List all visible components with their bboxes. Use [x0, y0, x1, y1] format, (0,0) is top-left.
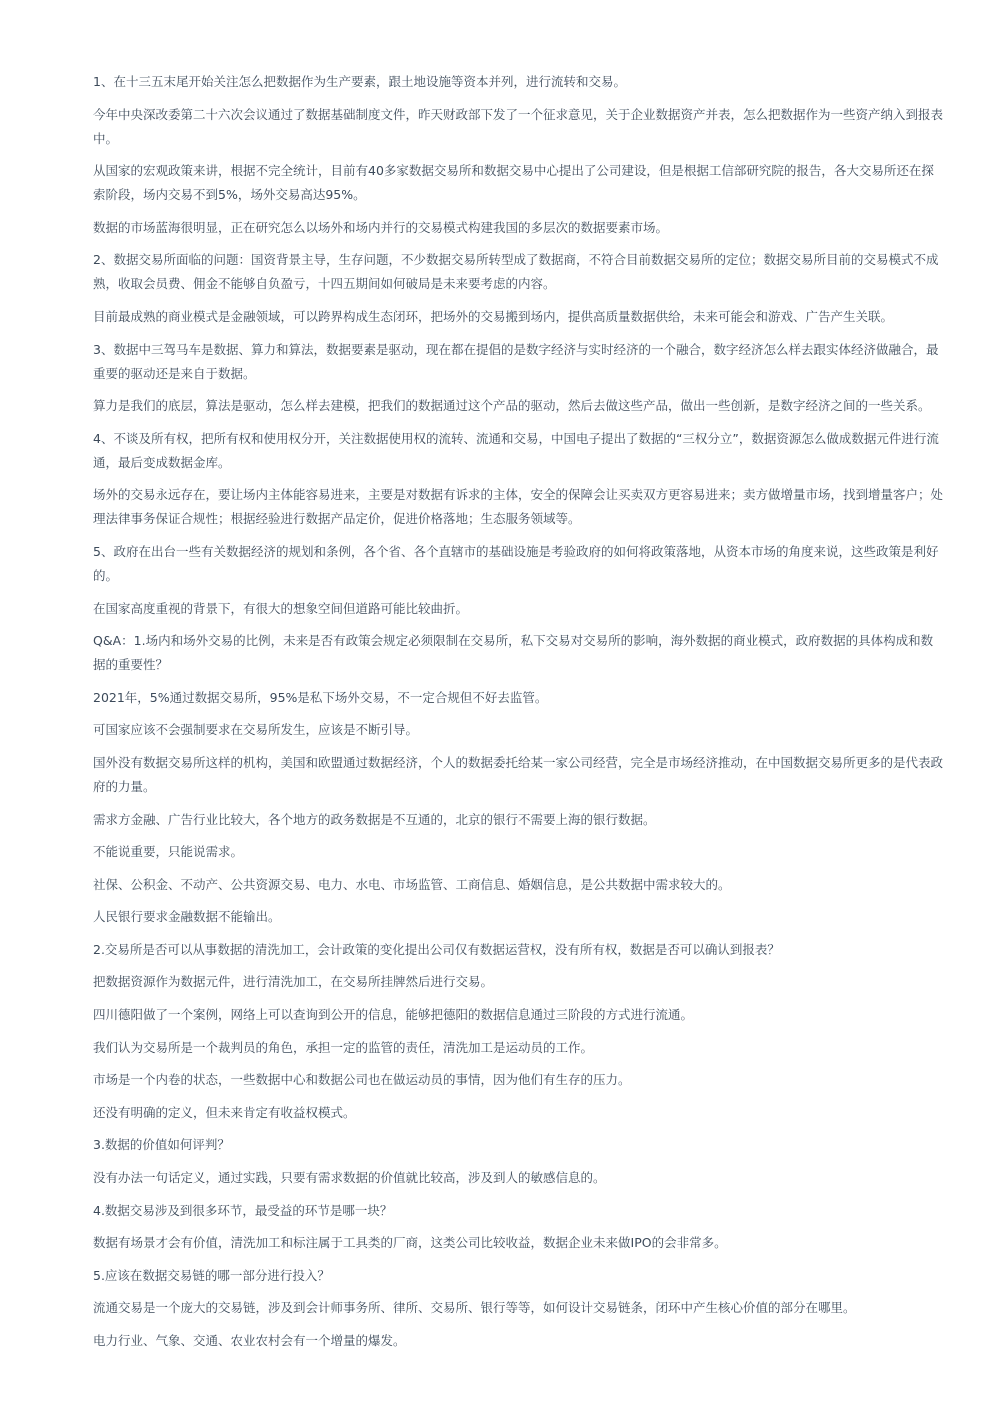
paragraph: 今年中央深改委第二十六次会议通过了数据基础制度文件，昨天财政部下发了一个征求意见，关于企业数据资产并表，怎么把数据作为一些资产纳入到报表中。 [93, 106, 944, 146]
paragraph: 我们认为交易所是一个裁判员的角色，承担一定的监管的责任，清洗加工是运动员的工作。 [93, 1039, 594, 1055]
paragraph: 4、不谈及所有权，把所有权和使用权分开，关注数据使用权的流转、流通和交易，中国电子提出了数据的“三权分立”，数据资源怎么做成数据元件进行流通，最后变成数据金库。 [93, 430, 939, 470]
paragraph: 不能说重要，只能说需求。 [93, 844, 244, 860]
paragraph: 目前最成熟的商业模式是金融领域，可以跨界构成生态闭环，把场外的交易搬到场内，提供高质量数据供给，未来可能会和游戏、广告产生关联。 [93, 308, 894, 324]
paragraph: 1、在十三五末尾开始关注怎么把数据作为生产要素，跟土地设施等资本并列，进行流转和交易。 [93, 74, 626, 89]
paragraph: 社保、公积金、不动产、公共资源交易、电力、水电、市场监管、工商信息、婚姻信息，是公共数据中需求较大的。 [93, 876, 731, 892]
paragraph: 没有办法一句话定义，通过实践，只要有需求数据的价值就比较高，涉及到人的敏感信息的。 [93, 1170, 606, 1186]
paragraph: 电力行业、气象、交通、农业农村会有一个增量的爆发。 [93, 1333, 406, 1348]
paragraph: 数据的市场蓝海很明显，正在研究怎么以场外和场内并行的交易模式构建我国的多层次的数据要素市场。 [93, 219, 669, 235]
paragraph: 3、数据中三驾马车是数据、算力和算法，数据要素是驱动，现在都在提倡的是数字经济与实时经济的一个融合，数字经济怎么样去跟实体经济做融合，最重要的驱动还是来自于数据。 [93, 341, 939, 381]
paragraph: 市场是一个内卷的状态，一些数据中心和数据公司也在做运动员的事情，因为他们有生存的压力。 [93, 1072, 631, 1088]
paragraph: 把数据资源作为数据元件，进行清洗加工，在交易所挂牌然后进行交易。 [93, 974, 494, 990]
qa-question-paragraph: 3.数据的价值如何评判？ [93, 1137, 230, 1153]
paragraph: 在国家高度重视的背景下，有很大的想象空间但道路可能比较曲折。 [93, 600, 469, 616]
paragraph: 需求方金融、广告行业比较大，各个地方的政务数据是不互通的，北京的银行不需要上海的银行数据。 [93, 811, 656, 827]
paragraph: 还没有明确的定义，但未来肯定有收益权模式。 [93, 1104, 356, 1120]
paragraph: 2021年，5%通过数据交易所，95%是私下场外交易，不一定合规但不好去监管。 [93, 689, 548, 705]
qa-question-paragraph: 2.交易所是否可以从事数据的清洗加工，会计政策的变化提出公司仅有数据运营权，没有所有权，数据是否可以确认到报表？ [93, 941, 780, 957]
paragraph: 可国家应该不会强制要求在交易所发生，应该是不断引导。 [93, 722, 419, 738]
paragraph: 算力是我们的底层，算法是驱动，怎么样去建模，把我们的数据通过这个产品的驱动，然后去做这些产品，做出一些创新，是数字经济之间的一些关系。 [93, 398, 931, 414]
paragraph: 人民银行要求金融数据不能输出。 [93, 909, 281, 925]
paragraph: 场外的交易永远存在，要让场内主体能容易进来，主要是对数据有诉求的主体，安全的保障会让买卖双方更容易进来；卖方做增量市场，找到增量客户；处理法律事务保证合规性；根据经验进行数据产品定价，促进价格落地；生态服务领域等。 [93, 487, 944, 527]
paragraph: 2、数据交易所面临的问题：国资背景主导，生存问题，不少数据交易所转型成了数据商，不符合目前数据交易所的定位；数据交易所目前的交易模式不成熟，收取会员费、佣金不能够自负盈亏，十四五期间如何破局是未来要考虑的内容。 [93, 252, 939, 292]
paragraph: 5、政府在出台一些有关数据经济的规划和条例，各个省、各个直辖市的基础设施是考验政府的如何将政策落地，从资本市场的角度来说，这些政策是利好的。 [93, 543, 939, 583]
qa-question-paragraph: 5.应该在数据交易链的哪一部分进行投入？ [93, 1267, 330, 1283]
qa-question-paragraph: 4.数据交易涉及到很多环节，最受益的环节是哪一块？ [93, 1202, 393, 1218]
paragraph: 国外没有数据交易所这样的机构，美国和欧盟通过数据经济，个人的数据委托给某一家公司经营，完全是市场经济推动，在中国数据交易所更多的是代表政府的力量。 [93, 754, 944, 794]
paragraph: 从国家的宏观政策来讲，根据不完全统计，目前有40多家数据交易所和数据交易中心提出了公司建设，但是根据工信部研究院的报告，各大交易所还在探索阶段，场内交易不到5%，场外交易高达95%。 [93, 163, 934, 203]
document-body [93, 70, 943, 1362]
qa-question-paragraph: Q&A：1.场内和场外交易的比例，未来是否有政策会规定必须限制在交易所，私下交易对交易所的影响，海外数据的商业模式，政府数据的具体构成和数据的重要性？ [93, 633, 934, 673]
paragraph: 流通交易是一个庞大的交易链，涉及到会计师事务所、律所、交易所、银行等等，如何设计交易链条，闭环中产生核心价值的部分在哪里。 [93, 1300, 856, 1316]
paragraph: 四川德阳做了一个案例，网络上可以查询到公开的信息，能够把德阳的数据信息通过三阶段的方式进行流通。 [93, 1007, 694, 1023]
paragraph: 数据有场景才会有价值，清洗加工和标注属于工具类的厂商，这类公司比较收益，数据企业未来做IPO的会非常多。 [93, 1235, 727, 1251]
